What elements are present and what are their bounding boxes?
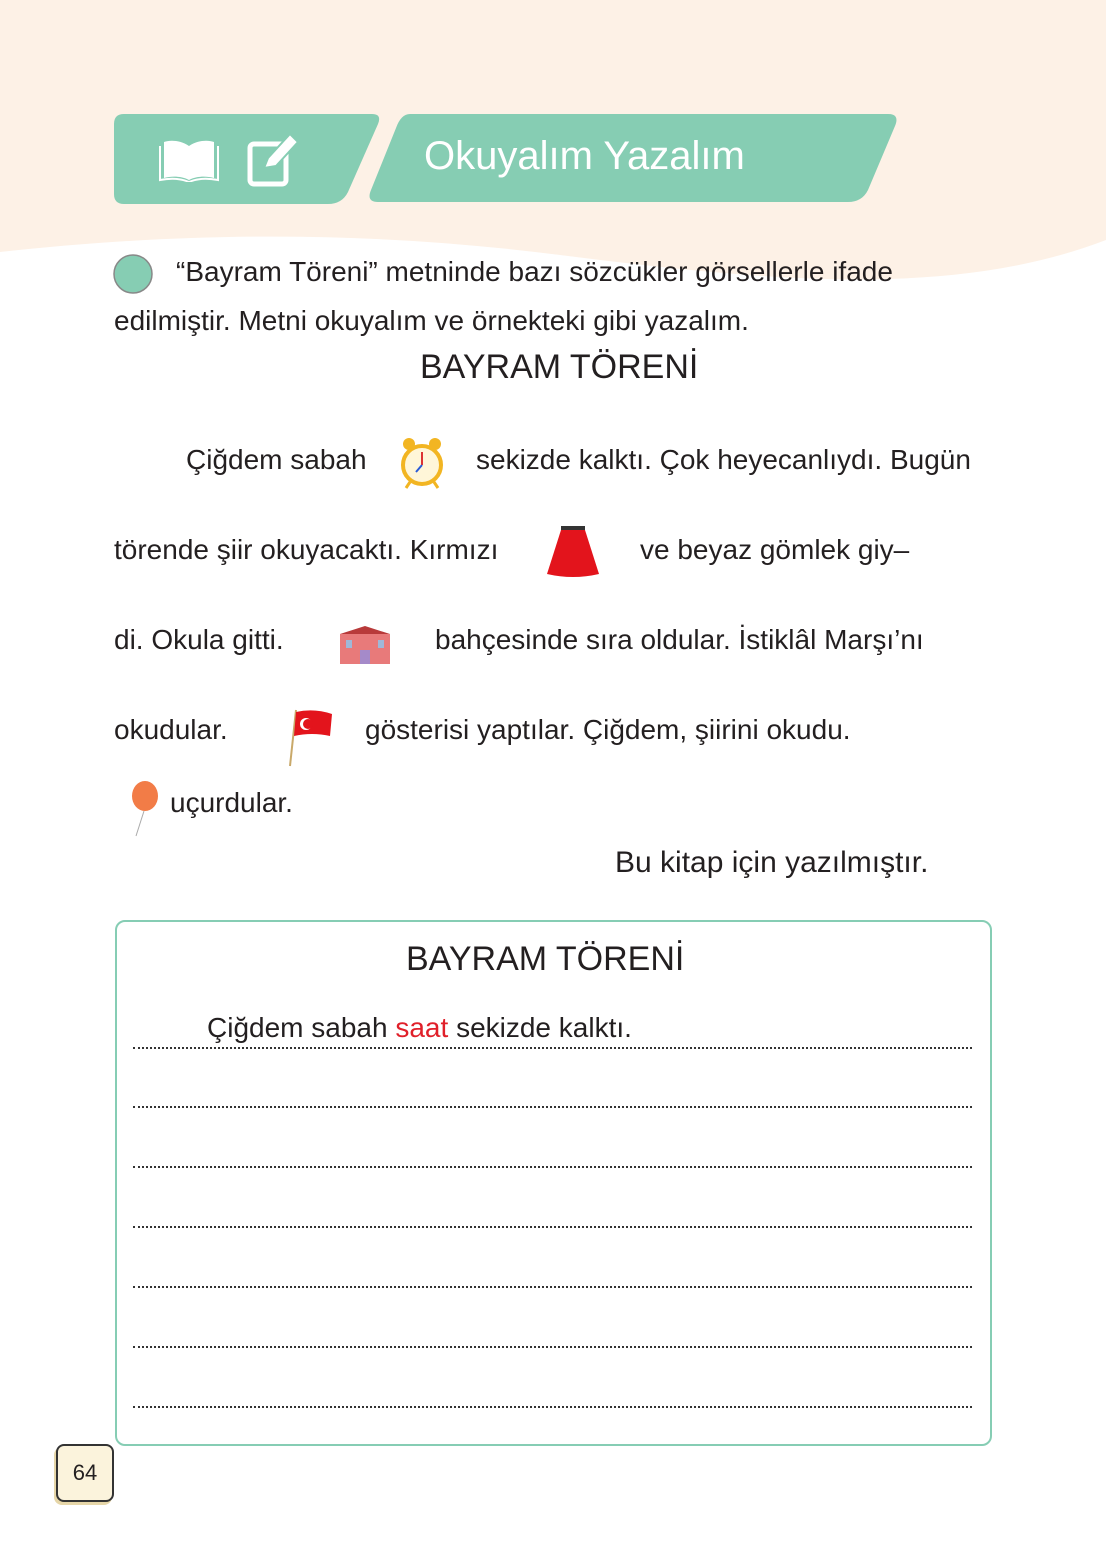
story-text: gösterisi yaptılar. Çiğdem, şiirini okudu.: [365, 714, 851, 745]
flag-icon: [288, 708, 334, 768]
example-text: sekizde kalktı.: [456, 1012, 632, 1043]
writing-line[interactable]: [133, 1047, 972, 1049]
answer-title: BAYRAM TÖRENİ: [406, 940, 685, 978]
source-note: Bu kitap için yazılmıştır.: [615, 846, 929, 879]
answer-example: [207, 1014, 632, 1042]
writing-line[interactable]: [133, 1106, 972, 1108]
page-number: 64: [72, 1460, 98, 1485]
writing-line[interactable]: [133, 1346, 972, 1348]
section-title: Okuyalım Yazalım: [424, 134, 745, 178]
story-text: bahçesinde sıra oldular. İstiklâl Marşı’nı: [435, 624, 924, 655]
edit-icon: [246, 130, 302, 188]
story-title: BAYRAM TÖRENİ: [420, 348, 699, 386]
clock-icon: [398, 434, 446, 490]
writing-line[interactable]: [133, 1286, 972, 1288]
story-text: ve beyaz gömlek giy–: [640, 534, 910, 565]
skirt-icon: [545, 524, 601, 580]
book-icon: [158, 136, 220, 182]
bullet-icon: [112, 253, 154, 295]
story-text: sekizde kalktı. Çok heyecanlıydı. Bugün: [476, 444, 971, 475]
example-highlight: saat: [395, 1012, 449, 1043]
school-icon: [336, 624, 394, 666]
instruction-line-2: edilmiştir. Metni okuyalım ve örnekteki gibi yazalım.: [114, 305, 749, 336]
story-text: uçurdular.: [170, 787, 293, 818]
instruction-line-1: “Bayram Töreni” metninde bazı sözcükler görsellerle ifade: [176, 256, 893, 287]
page-number-badge: [56, 1444, 114, 1502]
story-text: di. Okula gitti.: [114, 624, 284, 655]
writing-line[interactable]: [133, 1166, 972, 1168]
story-text: okudular.: [114, 714, 228, 745]
story-text: Çiğdem sabah: [186, 444, 367, 475]
story-text: törende şiir okuyacaktı. Kırmızı: [114, 534, 499, 565]
writing-line[interactable]: [133, 1226, 972, 1228]
writing-line[interactable]: [133, 1406, 972, 1408]
balloon-icon: [130, 780, 160, 838]
example-text: Çiğdem sabah: [207, 1012, 388, 1043]
answer-box: [115, 920, 992, 1446]
